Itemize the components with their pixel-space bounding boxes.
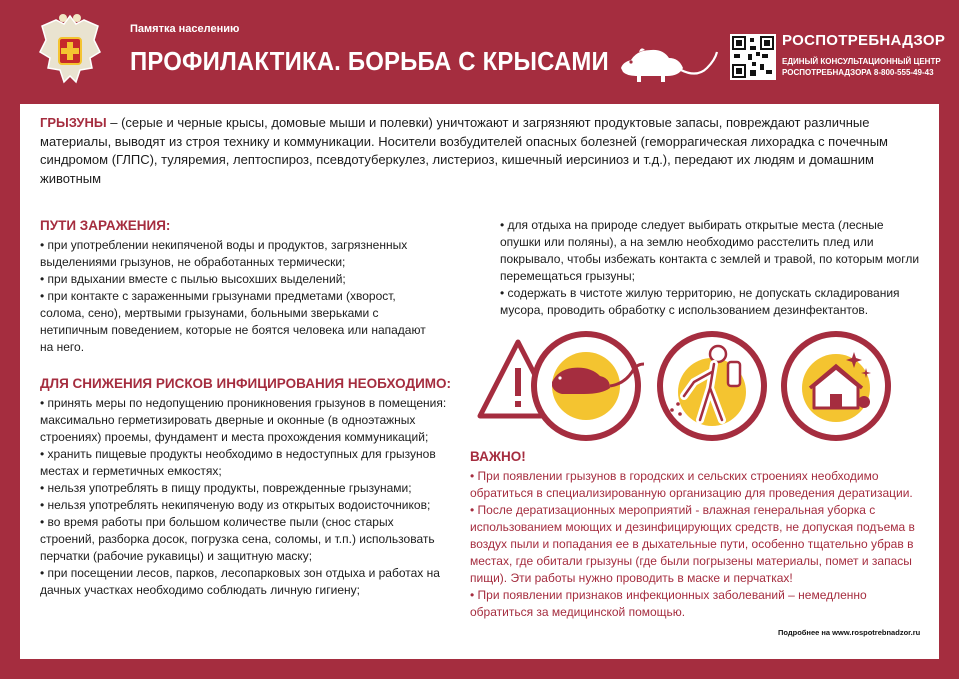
subtitle: Памятка населению xyxy=(130,23,240,35)
column2-list xyxy=(500,217,920,319)
important-list xyxy=(470,468,930,621)
list-item: • во время работы при большом количестве пыли (снос старых строений, разборка досок, погрузка сена, соломы, и т.п.) использовать перчатки (рабочие рукавицы) и защитную маску; xyxy=(40,515,435,563)
intro-text: – (серые и черные крысы, домовые мыши и полевки) уничтожают и загрязняют продуктовые запасы, повреждают различные материалы, выводят из строя технику и коммуникации. Носители возбудителей опасных болезней (геморрагическая лихорадка с почечным синдромом (ГЛПС), туляремия, лептоспироз, псевдотуберкулез, листериоз, кишечный иерсиниоз и т.д.), передают их людям и домашним животным xyxy=(40,115,888,186)
org-subtitle-line2: РОСПОТРЕБНАДЗОРА 8-800-555-49-43 xyxy=(782,68,934,77)
list-item: • При появлении признаков инфекционных заболеваний – немедленно обратиться за медицинской помощью. xyxy=(470,588,867,619)
exterminator-icon xyxy=(660,334,764,438)
content-panel xyxy=(20,104,939,659)
clean-house-icon xyxy=(784,334,888,438)
footer-link: Подробнее на www.rospotrebnadzor.ru xyxy=(778,628,921,637)
page-title: ПРОФИЛАКТИКА. БОРЬБА С КРЫСАМИ xyxy=(130,46,609,76)
paths-list xyxy=(40,237,440,356)
risk-list xyxy=(40,395,450,599)
important-heading: ВАЖНО! xyxy=(470,449,526,464)
rat-icon xyxy=(617,38,721,88)
emblem-icon xyxy=(34,10,106,88)
list-item: • принять меры по недопущению проникновения грызунов в помещения: максимально герметизировать дверные и оконные (в одноэтажных строениях) проемы, фундамент и места прохождения коммуникаций; xyxy=(40,396,447,444)
intro-lead: ГРЫЗУНЫ xyxy=(40,115,107,130)
list-item: • при вдыхании вместе с пылью высохших выделений; xyxy=(40,272,346,286)
qr-code-icon xyxy=(730,34,776,80)
header xyxy=(0,0,959,104)
paths-heading: ПУТИ ЗАРАЖЕНИЯ: xyxy=(40,218,171,233)
org-name: РОСПОТРЕБНАДЗОР xyxy=(782,32,946,49)
list-item: • нельзя употреблять некипяченую воду из открытых водоисточников; xyxy=(40,498,431,512)
list-item: • При появлении грызунов в городских и сельских строениях необходимо обратиться в специализированную организацию для проведения дератизации. xyxy=(470,469,913,500)
list-item: • при употреблении некипяченой воды и продуктов, загрязненных выделениями грызунов, не обработанных термически; xyxy=(40,238,408,269)
list-item: • содержать в чистоте жилую территорию, не допускать складирования мусора, проводить обработку с использованием дезинфектантов. xyxy=(500,286,900,317)
list-item: • при контакте с зараженными грызунами предметами (хворост, солома, сено), мертвыми грызунами, больными зверьками с нетипичным поведением, которые не боятся человека или нападают на него. xyxy=(40,289,426,354)
list-item: • нельзя употреблять в пищу продукты, поврежденные грызунами; xyxy=(40,481,412,495)
intro-paragraph xyxy=(40,114,900,188)
list-item: • для отдыха на природе следует выбирать открытые места (лесные опушки или поляны), а на землю необходимо расстелить плед или покрывало, чтобы избежать контакта с землей и травой, по которым могли перемещаться грызуны; xyxy=(500,218,920,283)
rat-in-circle-icon xyxy=(534,334,644,438)
org-subtitle-line1: ЕДИНЫЙ КОНСУЛЬТАЦИОННЫЙ ЦЕНТР xyxy=(782,57,941,66)
icons-row xyxy=(474,324,934,449)
list-item: • После дератизационных мероприятий - влажная генеральная уборка с использованием моющих и дезинфицирующих средств, не допуская подъема в воздух пыли и попадания ее в дыхательные пути, особенно тщательно убрав в местах, где обитали грызуны (где были погрызены материалы, помет и запасы пищи). Эти работы нужно проводить в маске и перчатках! xyxy=(470,503,915,585)
risk-heading: ДЛЯ СНИЖЕНИЯ РИСКОВ ИНФИЦИРОВАНИЯ НЕОБХОДИМО: xyxy=(40,376,452,391)
list-item: • хранить пищевые продукты необходимо в недоступных для грызунов местах и герметичных емкостях; xyxy=(40,447,436,478)
list-item: • при посещении лесов, парков, лесопарковых зон отдыха и работах на дачных участках необходимо соблюдать личную гигиену; xyxy=(40,566,440,597)
